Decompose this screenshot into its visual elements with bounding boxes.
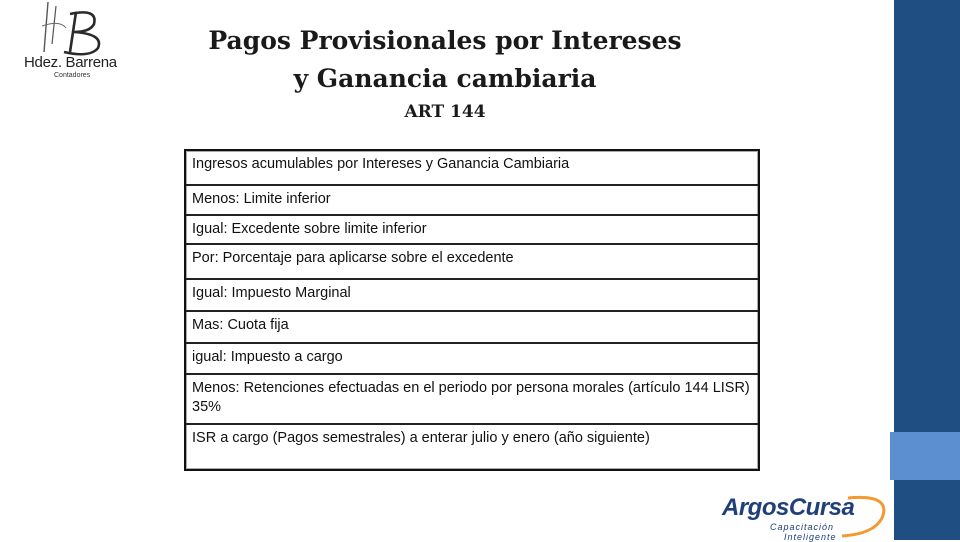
table-row: igual: Impuesto a cargo	[186, 344, 758, 375]
table-row: Mas: Cuota fija	[186, 312, 758, 344]
table-row: Igual: Excedente sobre limite inferior	[186, 216, 758, 245]
table-row: Ingresos acumulables por Intereses y Ganancia Cambiaria	[186, 151, 758, 186]
title-line-2: y Ganancia cambiaria	[293, 64, 597, 93]
side-decoration-strip	[890, 0, 960, 540]
logo-tagline: Contadores	[54, 72, 91, 79]
table-row: Por: Porcentaje para aplicarse sobre el excedente	[186, 245, 758, 280]
logo-right-line-2: Inteligente	[784, 532, 837, 542]
logo-brand-text: Hdez. Barrena	[24, 54, 117, 71]
slide-title	[180, 22, 710, 98]
side-strip-accent	[890, 432, 960, 480]
argoscursa-logo	[722, 492, 892, 542]
logo-right-brand: ArgosCursa	[722, 494, 855, 521]
logo-right-line-1: Capacitación	[770, 522, 835, 532]
table-row: Igual: Impuesto Marginal	[186, 280, 758, 312]
logo-right-tagline	[770, 522, 837, 542]
hdez-barrena-logo	[20, 0, 130, 90]
hb-monogram-logo	[20, 0, 130, 60]
table-row: Menos: Limite inferior	[186, 186, 758, 216]
slide-subtitle: ART 144	[404, 102, 486, 122]
table-row: ISR a cargo (Pagos semestrales) a enterar julio y enero (año siguiente)	[192, 430, 650, 446]
calculation-table	[184, 149, 760, 471]
table-row: Menos: Retenciones efectuadas en el periodo por persona morales (artículo 144 LISR) 35%	[186, 375, 758, 425]
title-line-1: Pagos Provisionales por Intereses	[208, 26, 682, 55]
